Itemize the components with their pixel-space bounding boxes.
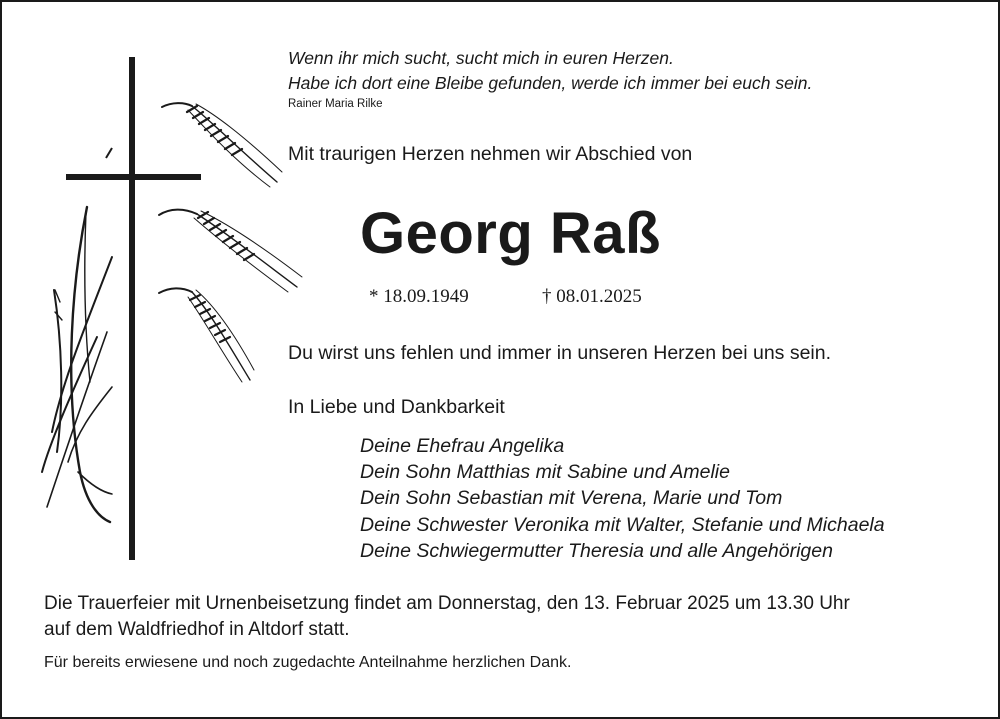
quote-line-1: Wenn ihr mich sucht, sucht mich in euren Herzen. [288,48,674,68]
message-text: Du wirst uns fehlen und immer in unseren Herzen bei uns sein. [288,342,832,364]
intro-text: Mit traurigen Herzen nehmen wir Abschied von [288,143,693,165]
tick-mark [106,148,112,158]
cross-icon [66,57,201,560]
closing-text: In Liebe und Dankbarkeit [288,396,505,418]
cross-and-wheat-illustration [2,2,312,572]
deceased-name: Georg Raß [360,201,661,266]
funeral-info-line-2: auf dem Waldfriedhof in Altdorf statt. [44,619,350,640]
thanks-text: Für bereits erwiesene und noch zugedachte Anteilnahme herzlichen Dank. [44,654,572,671]
signatory-line: Deine Ehefrau Angelika [360,435,565,457]
wheat-icon [159,210,302,292]
signatory-line: Dein Sohn Sebastian mit Verena, Marie und Tom [360,487,783,509]
grass-icon [42,207,112,522]
birth-date: * 18.09.1949 [369,286,469,307]
death-date: † 08.01.2025 [542,286,642,307]
signatory-line: Deine Schwiegermutter Theresia und alle Angehörigen [360,540,833,562]
quote-line-2: Habe ich dort eine Bleibe gefunden, werde ich immer bei euch sein. [288,73,813,93]
signatory-line: Dein Sohn Matthias mit Sabine und Amelie [360,461,730,483]
quote-author: Rainer Maria Rilke [288,98,383,110]
signatory-line: Deine Schwester Veronika mit Walter, Stefanie und Michaela [360,514,885,536]
funeral-info-line-1: Die Trauerfeier mit Urnenbeisetzung findet am Donnerstag, den 13. Februar 2025 um 13.30 Uhr [44,593,850,614]
wheat-icon [159,288,254,382]
